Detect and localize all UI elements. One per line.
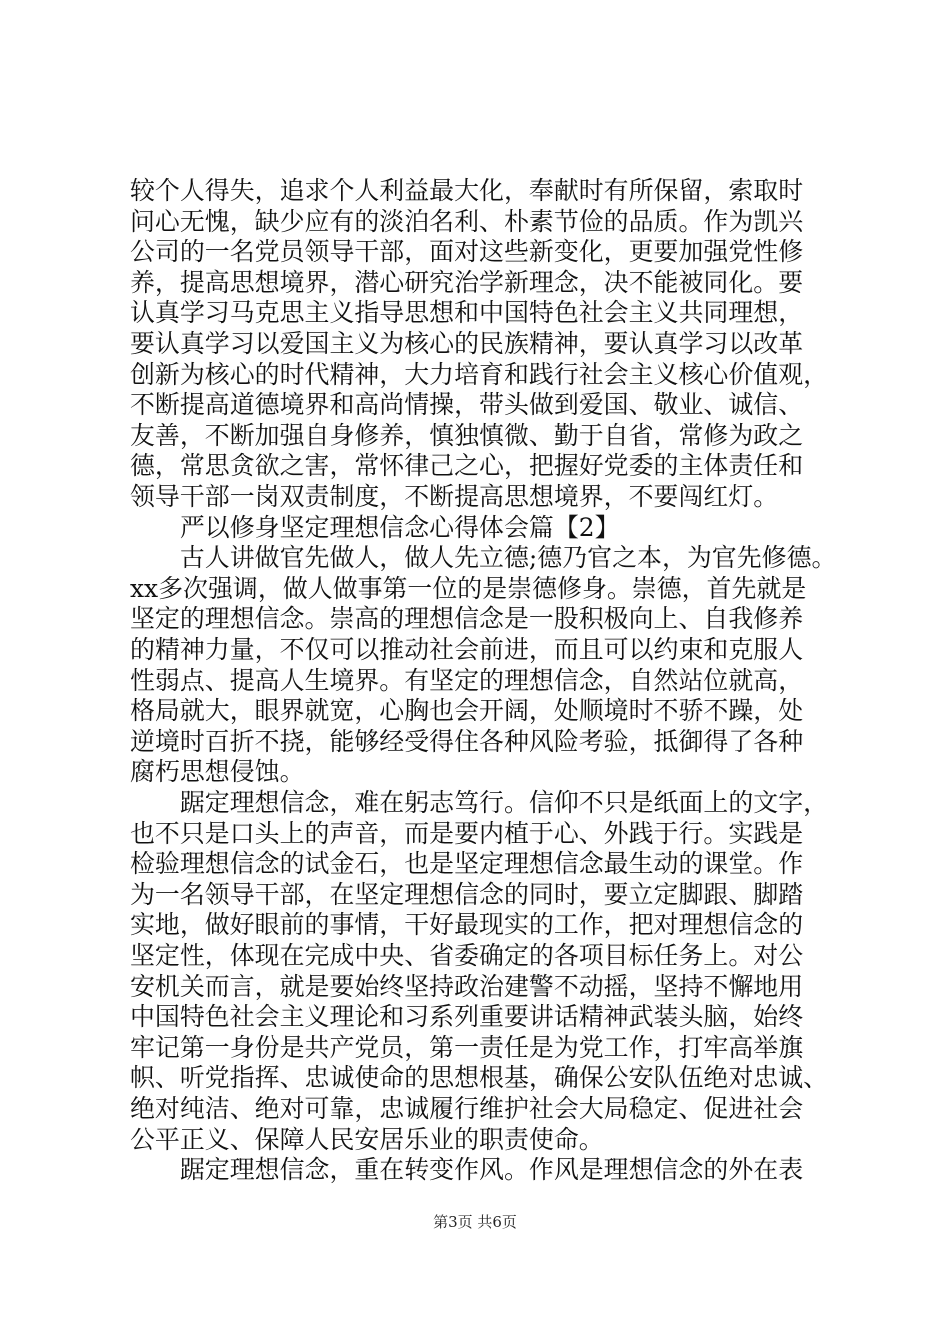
text-line: 也不只是口头上的声音，而是要内植于心、外践于行。实践是 xyxy=(130,818,804,848)
text-line: 为一名领导干部，在坚定理想信念的同时，要立定脚跟、脚踏 xyxy=(130,879,804,909)
text-line: 性弱点、提高人生境界。有坚定的理想信念，自然站位就高， xyxy=(130,665,804,695)
text-line: 友善，不断加强自身修养，慎独慎微、勤于自省，常修为政之 xyxy=(130,420,804,450)
text-line: 牢记第一身份是共产党员，第一责任是为党工作，打牢高举旗 xyxy=(130,1032,804,1062)
text-line: 腐朽思想侵蚀。 xyxy=(130,757,305,787)
text-line: 坚定性，体现在完成中央、省委确定的各项目标任务上。对公 xyxy=(130,941,804,970)
text-line: 领导干部一岗双责制度，不断提高思想境界，不要闯红灯。 xyxy=(130,482,779,511)
text-line: 创新为核心的时代精神，大力培育和践行社会主义核心价值观， xyxy=(130,359,829,389)
text-line: 要认真学习以爱国主义为核心的民族精神，要认真学习以改革 xyxy=(130,329,804,358)
text-line: 公平正义、保障人民安居乐业的职责使命。 xyxy=(130,1124,604,1154)
text-line: 绝对纯洁、绝对可靠，忠诚履行维护社会大局稳定、促进社会 xyxy=(130,1094,804,1123)
text-line: 安机关而言，就是要始终坚持政治建警不动摇，坚持不懈地用 xyxy=(130,971,804,1001)
text-line: 不断提高道德境界和高尚情操，带头做到爱国、敬业、诚信、 xyxy=(130,390,804,420)
text-line: 逆境时百折不挠，能够经受得住各种风险考验，抵御得了各种 xyxy=(130,726,804,756)
text-line: 认真学习马克思主义指导思想和中国特色社会主义共同理想， xyxy=(130,298,804,328)
text-line: 中国特色社会主义理论和习系列重要讲话精神武装头脑，始终 xyxy=(130,1002,804,1032)
text-line: 踞定理想信念，重在转变作风。作风是理想信念的外在表 xyxy=(130,1155,804,1185)
text-line: 较个人得失，追求个人利益最大化，奉献时有所保留，索取时 xyxy=(130,176,804,205)
text-line: 帜、听党指挥、忠诚使命的思想根基，确保公安队伍绝对忠诚、 xyxy=(130,1063,829,1093)
text-line: xx多次强调，做人做事第一位的是崇德修身。崇德，首先就是 xyxy=(130,573,807,603)
text-line: 古人讲做官先做人，做人先立德;德乃官之本，为官先修德。 xyxy=(130,543,837,573)
text-line: 公司的一名党员领导干部，面对这些新变化，更要加强党性修 xyxy=(130,237,804,267)
text-line: 养，提高思想境界，潜心研究治学新理念，决不能被同化。要 xyxy=(130,267,804,297)
text-line: 踞定理想信念，难在躬志笃行。信仰不只是纸面上的文字， xyxy=(130,788,829,817)
text-line: 格局就大，眼界就宽，心胸也会开阔，处顺境时不骄不躁，处 xyxy=(130,696,804,726)
text-line: 的精神力量，不仅可以推动社会前进，而且可以约束和克服人 xyxy=(130,635,804,664)
text-line: 实地，做好眼前的事情，干好最现实的工作，把对理想信念的 xyxy=(130,910,804,940)
text-line: 坚定的理想信念。崇高的理想信念是一股积极向上、自我修养 xyxy=(130,604,804,634)
text-line: 问心无愧，缺少应有的淡泊名利、朴素节俭的品质。作为凯兴 xyxy=(130,206,804,236)
page-footer: 第3页 共6页 xyxy=(433,1213,517,1231)
text-line: 德，常思贪欲之害，常怀律己之心，把握好党委的主体责任和 xyxy=(130,451,804,481)
text-line: 检验理想信念的试金石，也是坚定理想信念最生动的课堂。作 xyxy=(130,849,804,879)
text-line: 严以修身坚定理想信念心得体会篇【2】 xyxy=(130,512,620,542)
